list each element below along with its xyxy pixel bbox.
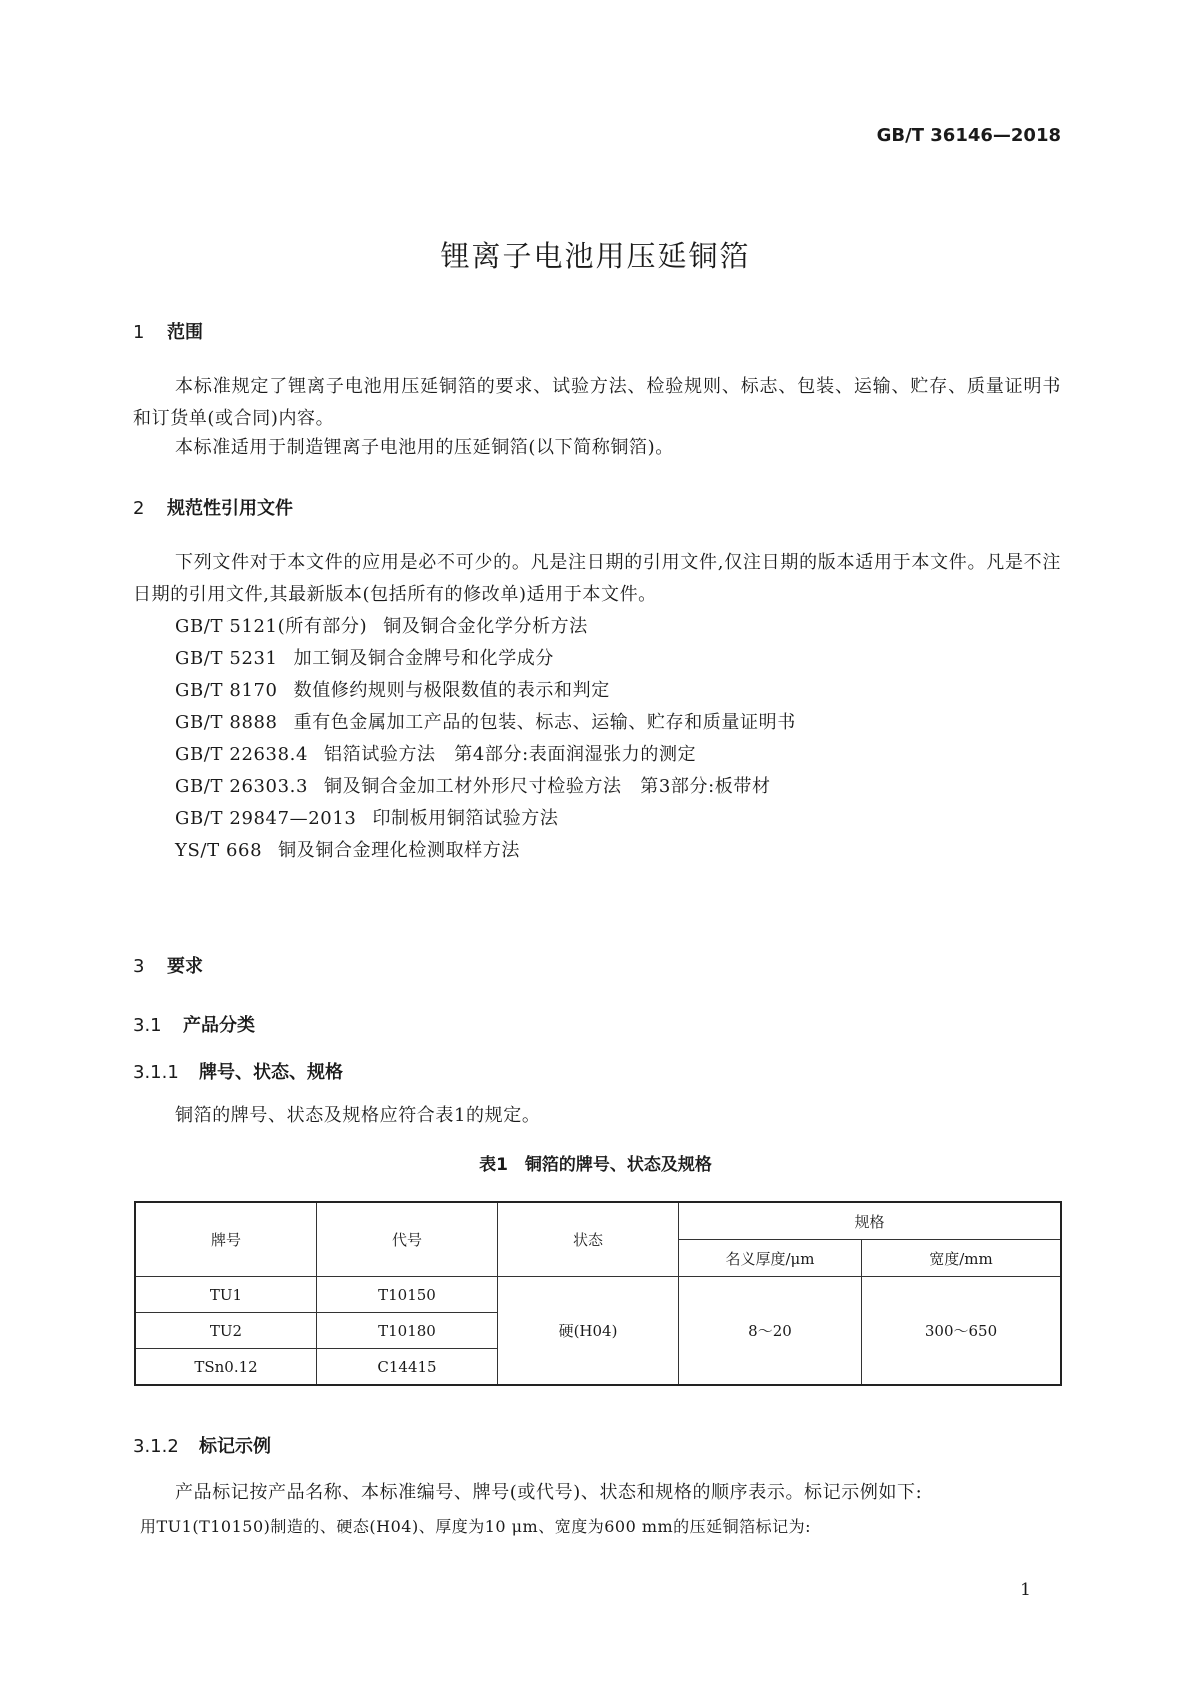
section-3-heading [133,952,203,978]
section-title: 牌号、状态、规格 [199,1062,343,1083]
reference-name: 铜及铜合金理化检测取样方法 [278,840,520,861]
reference-name: 铝箔试验方法 第4部分:表面润湿张力的测定 [324,744,697,765]
section-2-intro: 下列文件对于本文件的应用是必不可少的。凡是注日期的引用文件,仅注日期的版本适用于本文件。凡是不注日期的引用文件,其最新版本(包括所有的修改单)适用于本文件。 [133,552,1061,605]
section-1-paragraph-2: 本标准适用于制造锂离子电池用的压延铜箔(以下简称铜箔)。 [175,437,674,458]
table-1 [134,1201,1062,1386]
reference-code: GB/T 8888 [175,712,278,733]
cell-code: T10180 [317,1313,498,1349]
section-title: 规范性引用文件 [167,498,293,519]
header-width: 宽度/mm [862,1240,1062,1277]
header-thickness: 名义厚度/μm [679,1240,862,1277]
section-number: 1 [133,322,145,343]
reference-item [175,643,554,675]
reference-name: 数值修约规则与极限数值的表示和判定 [293,680,610,701]
section-title: 产品分类 [183,1015,255,1036]
header-code: 代号 [317,1202,498,1277]
section-number: 3 [133,956,145,977]
standard-number: GB/T 36146—2018 [876,125,1061,146]
cell-thickness: 8～20 [679,1277,862,1386]
section-number: 3.1 [133,1015,162,1036]
cell-code: C14415 [317,1349,498,1386]
header-temper: 状态 [498,1202,679,1277]
section-2-heading [133,494,293,520]
reference-item [175,835,520,867]
reference-code: GB/T 8170 [175,680,278,701]
reference-name: 铜及铜合金加工材外形尺寸检验方法 第3部分:板带材 [324,776,771,797]
reference-item [175,739,696,771]
section-1-paragraph-1: 本标准规定了锂离子电池用压延铜箔的要求、试验方法、检验规则、标志、包装、运输、贮存、质量证明书和订货单(或合同)内容。 [133,376,1061,429]
section-3-1-2-heading [133,1432,271,1458]
section-3-1-2-text: 产品标记按产品名称、本标准编号、牌号(或代号)、状态和规格的顺序表示。标记示例如下: [175,1482,923,1503]
reference-code: GB/T 5121(所有部分) [175,616,368,637]
section-number: 3.1.2 [133,1436,179,1457]
cell-grade: TU2 [135,1313,317,1349]
cell-temper: 硬(H04) [498,1277,679,1386]
section-3-1-heading [133,1011,255,1037]
page-number: 1 [1020,1580,1031,1600]
cell-width: 300～650 [862,1277,1062,1386]
section-1-heading [133,318,203,344]
reference-code: GB/T 29847—2013 [175,808,357,829]
reference-code: GB/T 22638.4 [175,744,309,765]
marking-example: 用TU1(T10150)制造的、硬态(H04)、厚度为10 μm、宽度为600 mm的压延铜箔标记为: [140,1517,812,1536]
reference-item [175,611,588,643]
section-title: 标记示例 [199,1436,271,1457]
cell-grade: TSn0.12 [135,1349,317,1386]
reference-item [175,771,771,803]
reference-name: 重有色金属加工产品的包装、标志、运输、贮存和质量证明书 [293,712,796,733]
document-title: 锂离子电池用压延铜箔 [440,239,751,273]
cell-code: T10150 [317,1277,498,1313]
section-number: 3.1.1 [133,1062,179,1083]
section-3-1-1-text: 铜箔的牌号、状态及规格应符合表1的规定。 [175,1105,541,1126]
reference-name: 铜及铜合金化学分析方法 [383,616,588,637]
section-3-1-1-heading [133,1058,343,1084]
header-spec: 规格 [679,1202,1062,1240]
reference-name: 印制板用铜箔试验方法 [372,808,559,829]
section-title: 范围 [167,322,203,343]
reference-item [175,803,558,835]
reference-item [175,675,610,707]
reference-code: GB/T 5231 [175,648,278,669]
table-row [135,1277,1061,1313]
header-grade: 牌号 [135,1202,317,1277]
reference-code: GB/T 26303.3 [175,776,309,797]
cell-grade: TU1 [135,1277,317,1313]
section-title: 要求 [167,956,203,977]
table-1-caption: 表1 铜箔的牌号、状态及规格 [479,1155,712,1175]
reference-item [175,707,796,739]
section-number: 2 [133,498,145,519]
reference-name: 加工铜及铜合金牌号和化学成分 [293,648,555,669]
reference-code: YS/T 668 [175,840,263,861]
